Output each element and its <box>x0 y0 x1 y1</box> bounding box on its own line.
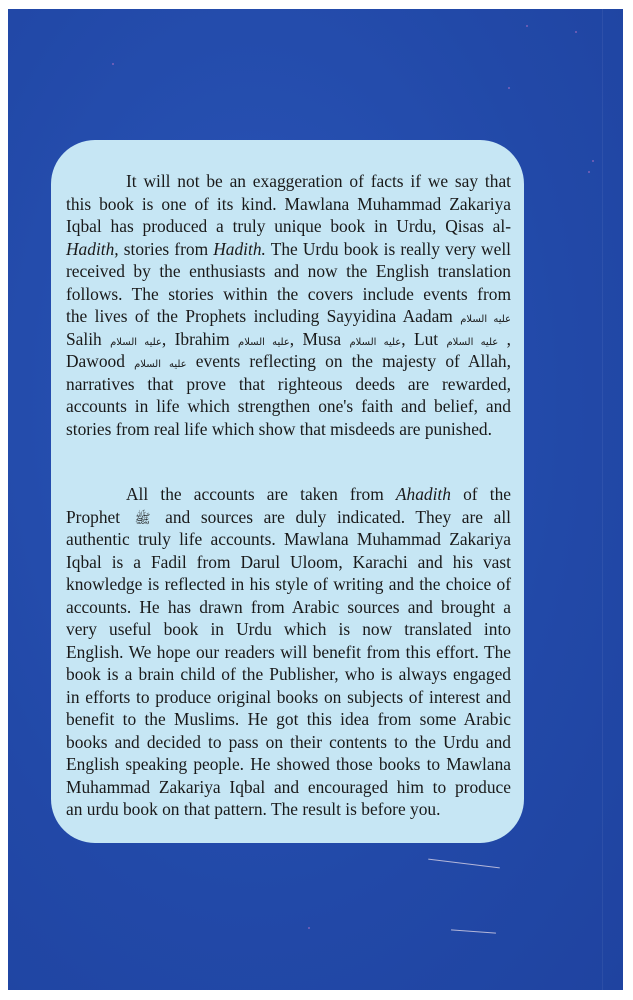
text-line <box>66 798 511 821</box>
print-speck <box>112 63 114 65</box>
text-run: English speaking people. He showed those books to Mawlana <box>66 754 511 774</box>
text-line <box>66 506 511 529</box>
text-line <box>66 708 511 731</box>
salawat-icon: ﷺ <box>134 511 151 527</box>
cover-scratch <box>428 859 500 869</box>
text-run: received by the enthusiasts and now the English translation <box>66 261 511 281</box>
print-speck <box>526 25 528 27</box>
honorific-icon: عليه السلام <box>460 314 511 325</box>
text-run: books and decided to pass on their contents to the Urdu and <box>66 731 511 752</box>
paragraph-2 <box>66 483 511 821</box>
print-speck <box>588 171 590 173</box>
text-run: an urdu book on that pattern. The result is before you. <box>66 799 441 819</box>
text-run: Salih <box>66 328 102 349</box>
text-run: authentic truly life accounts. Mawlana Muhammad Zakariya <box>66 529 511 549</box>
text-run: and sources are duly indicated. They are all <box>154 506 511 527</box>
text-run: It will not be an exaggeration of facts if we say that <box>126 171 511 191</box>
text-line <box>66 573 511 596</box>
text-line <box>66 373 511 396</box>
paragraph-1 <box>66 170 511 440</box>
text-run: narratives that prove that righteous deeds are rewarded, <box>66 373 511 394</box>
cover-scratch <box>451 929 496 933</box>
text-run: very useful book in Urdu which is now translated into <box>66 619 511 639</box>
text-run: of the <box>450 484 511 504</box>
text-run: knowledge is reflected in his style of writing and the choice of <box>66 574 511 594</box>
paragraph-gap <box>66 440 511 483</box>
text-run: accounts in life which strengthen one's faith and belief, and <box>66 396 511 416</box>
text-line <box>66 395 511 418</box>
text-line <box>66 483 511 506</box>
text-line <box>66 238 511 261</box>
text-run: book is a brain child of the Publisher, who is always engaged <box>66 664 511 684</box>
text-line <box>66 618 511 641</box>
text-run: events reflecting on the majesty of Allah, <box>186 351 511 371</box>
text-line <box>66 686 511 709</box>
honorific-icon: عليه السلام <box>446 336 499 348</box>
text-line <box>66 283 511 306</box>
text-run: accounts. He has drawn from Arabic sources and brought a <box>66 596 511 617</box>
print-speck <box>592 160 594 162</box>
text-run: the lives of the Prophets including Sayyidina Aadam <box>66 306 453 326</box>
honorific-icon: عليه السلام <box>110 336 162 348</box>
text-run: All the accounts are taken from <box>126 484 396 504</box>
text-line <box>66 418 511 441</box>
text-run: in efforts to produce original books on subjects of interest and <box>66 686 511 707</box>
text-run: , Ibrahim <box>161 328 230 349</box>
text-run: stories from <box>118 238 214 259</box>
text-line <box>66 528 511 551</box>
text-line <box>66 776 511 799</box>
text-line <box>66 170 511 193</box>
text-line <box>66 596 511 619</box>
text-run: Iqbal is a Fadil from Darul Uloom, Karachi and his vast <box>66 551 511 572</box>
text-line <box>66 753 511 776</box>
text-line <box>66 641 511 664</box>
text-run: Iqbal has produced a truly unique book in Urdu, Qisas al- <box>66 216 511 236</box>
print-speck <box>308 927 310 929</box>
honorific-icon: عليه السلام <box>349 336 402 348</box>
honorific-icon: عليه السلام <box>134 359 187 370</box>
italic-term: Hadith. <box>213 238 266 259</box>
text-line <box>66 260 511 283</box>
text-run: English. We hope our readers will benefit from this effort. The <box>66 641 511 662</box>
text-run: Dawood <box>66 351 125 371</box>
text-run: , <box>506 328 511 349</box>
print-speck <box>508 87 510 89</box>
italic-term: Hadith, <box>66 238 119 259</box>
text-run: benefit to the Muslims. He got this idea from some Arabic <box>66 709 511 729</box>
text-run: stories from real life which show that misdeeds are punished. <box>66 418 492 439</box>
text-line <box>66 551 511 574</box>
text-run: The Urdu book is really very well <box>265 238 511 259</box>
text-line <box>66 663 511 686</box>
text-run: , Musa <box>289 328 342 349</box>
text-line <box>66 731 511 754</box>
honorific-icon: عليه السلام <box>238 336 290 348</box>
text-line <box>66 215 511 238</box>
italic-term: Ahadith <box>395 484 451 504</box>
text-line <box>66 193 511 216</box>
text-run: follows. The stories within the covers include events from <box>66 283 511 304</box>
print-speck <box>575 31 577 33</box>
text-line <box>66 328 511 351</box>
text-line <box>66 305 511 328</box>
text-run: this book is one of its kind. Mawlana Muhammad Zakariya <box>66 193 511 214</box>
book-description <box>66 170 511 821</box>
text-line <box>66 350 511 373</box>
text-run: Prophet <box>66 506 121 527</box>
text-run: Muhammad Zakariya Iqbal and encouraged him to produce <box>66 776 511 797</box>
text-run: , Lut <box>401 328 439 349</box>
